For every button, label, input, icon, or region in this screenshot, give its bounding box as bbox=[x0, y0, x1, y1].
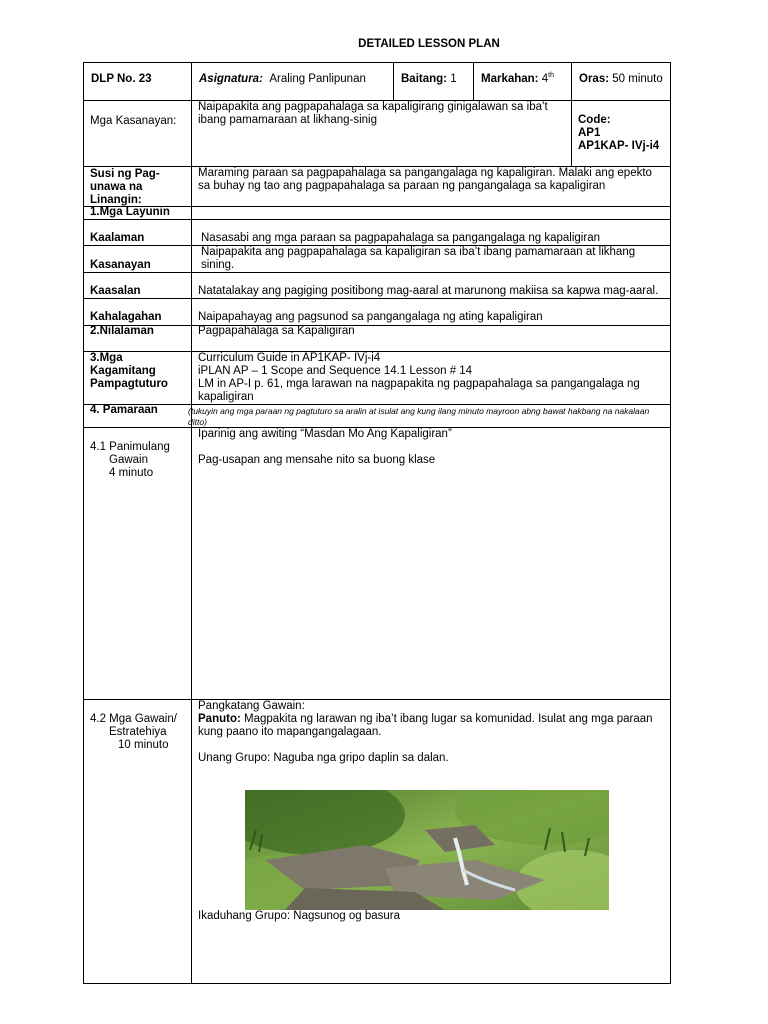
asignatura-cell bbox=[192, 63, 394, 100]
kagamitan-line-3: LM in AP-I p. 61, mga larawan na nagpapakita ng pagpapahalaga sa pangangalaga ng kapaligiran bbox=[198, 378, 640, 403]
panuto-value: Magpakita ng larawan ng iba’t ibang lugar sa komunidad. Isulat ang mga paraan kung paano ito mapangangalagaan. bbox=[198, 713, 653, 738]
gawain-label-3: 10 minuto bbox=[118, 739, 169, 751]
kaasalan-label: Kaasalan bbox=[90, 285, 141, 297]
unang-grupo: Unang Grupo: Naguba nga gripo daplin sa dalan. bbox=[198, 752, 449, 764]
panimulang-line-2: Pag-usapan ang mensahe nito sa buong klase bbox=[198, 454, 436, 466]
nilalaman-value: Pagpapahalaga sa Kapaligiran bbox=[198, 325, 355, 337]
kagamitan-label-3: Pampagtuturo bbox=[90, 378, 168, 390]
oras-label: Oras: bbox=[579, 73, 610, 85]
oras-value: 50 minuto bbox=[612, 73, 663, 85]
dlp-number-cell bbox=[84, 63, 192, 100]
dlp-number: DLP No. 23 bbox=[91, 73, 152, 85]
kagamitan-line-1: Curriculum Guide in AP1KAP- IVj-i4 bbox=[198, 352, 381, 364]
code-2: AP1KAP- IVj-i4 bbox=[578, 140, 660, 152]
kagamitan-label-1: 3.Mga bbox=[90, 352, 123, 364]
susi-label-2: unawa na bbox=[90, 181, 143, 193]
markahan-cell bbox=[474, 63, 572, 100]
kaalaman-value: Nasasabi ang mga paraan sa pagpapahalaga sa pangangalaga ng kapaligiran bbox=[201, 232, 600, 244]
panimulang-label-1: 4.1 Panimulang bbox=[90, 441, 170, 453]
kasanayan-obj-value: Naipapakita ang pagpapahalaga sa kapaligiran sa iba’t ibang pamamaraan at likhang sining. bbox=[201, 246, 636, 271]
kasanayan-value: Naipapakita ang pagpapahalaga sa kapaligirang ginigalawan sa iba’t ibang pamamaraan at likhang-sinig bbox=[198, 101, 548, 126]
panimulang-label-2: Gawain bbox=[109, 454, 148, 466]
panimulang-line-1: Iparinig ang awiting “Masdan Mo Ang Kapaligiran” bbox=[198, 428, 452, 440]
asignatura-label: Asignatura: bbox=[199, 73, 263, 85]
document-title: DETAILED LESSON PLAN bbox=[358, 38, 500, 50]
susi-label-3: Linangin: bbox=[90, 194, 142, 206]
header-row bbox=[83, 62, 671, 101]
markahan-value: 4 bbox=[541, 73, 549, 85]
lesson-plan-table bbox=[83, 100, 671, 984]
column-divider bbox=[191, 101, 192, 983]
markahan-label: Markahan: bbox=[481, 73, 539, 85]
susi-value: Maraming paraan sa pagpapahalaga sa pangangalaga ng kapaligiran. Malaki ang epekto sa buhay ng tao ang pagpapahalaga sa paraan ng pangangalaga sa kapaligiran bbox=[198, 167, 652, 192]
kaalaman-label: Kaalaman bbox=[90, 232, 145, 244]
kagamitan-label-2: Kagamitang bbox=[90, 365, 156, 377]
gawain-label-1: 4.2 Mga Gawain/ bbox=[90, 713, 177, 725]
gawain-line-1: Pangkatang Gawain: bbox=[198, 700, 305, 712]
code-column-divider bbox=[571, 101, 572, 166]
layunin-label: 1.Mga Layunin bbox=[90, 206, 170, 218]
kahalagahan-label: Kahalagahan bbox=[90, 311, 162, 323]
row-divider bbox=[84, 272, 670, 273]
panuto-label: Panuto: bbox=[198, 713, 241, 725]
kasanayan-label: Mga Kasanayan: bbox=[90, 115, 177, 127]
baitang-label: Baitang: bbox=[401, 73, 447, 85]
asignatura-value: Araling Panlipunan bbox=[269, 73, 366, 85]
baitang-cell bbox=[394, 63, 474, 100]
ikaduhang-grupo: Ikaduhang Grupo: Nagsunog og basura bbox=[198, 910, 401, 922]
code-label: Code: bbox=[578, 114, 611, 126]
pamaraan-note: (tukuyin ang mga paraan ng pagtuturo sa aralin at isulat ang kung ilang minuto mayroon abng bawat hakbang na nakalaan ditto) bbox=[188, 406, 650, 427]
kaasalan-value: Natatalakay ang pagiging positibong mag-aaral at marunong makiisa sa kapwa mag-aaral. bbox=[198, 285, 659, 297]
susi-label-1: Susi ng Pag- bbox=[90, 168, 160, 180]
row-divider bbox=[84, 404, 670, 405]
panimulang-label-3: 4 minuto bbox=[109, 467, 154, 479]
baitang-value: 1 bbox=[450, 73, 457, 85]
faucet-photo bbox=[245, 790, 609, 910]
faucet-photo-image bbox=[245, 790, 609, 910]
oras-cell bbox=[572, 63, 670, 100]
row-divider bbox=[84, 206, 670, 207]
row-divider bbox=[84, 219, 670, 220]
kahalagahan-value: Naipapahayag ang pagsunod sa pangangalaga ng ating kapaligiran bbox=[198, 311, 543, 323]
markahan-suffix: th bbox=[548, 72, 554, 80]
nilalaman-label: 2.Nilalaman bbox=[90, 325, 154, 337]
kasanayan-obj-label: Kasanayan bbox=[90, 259, 151, 271]
row-divider bbox=[84, 298, 670, 299]
pamaraan-label: 4. Pamaraan bbox=[90, 404, 158, 416]
gawain-label-2: Estratehiya bbox=[109, 726, 167, 738]
code-1: AP1 bbox=[578, 127, 601, 139]
kagamitan-line-2: iPLAN AP – 1 Scope and Sequence 14.1 Lesson # 14 bbox=[198, 365, 473, 377]
gawain-panuto bbox=[198, 713, 658, 739]
